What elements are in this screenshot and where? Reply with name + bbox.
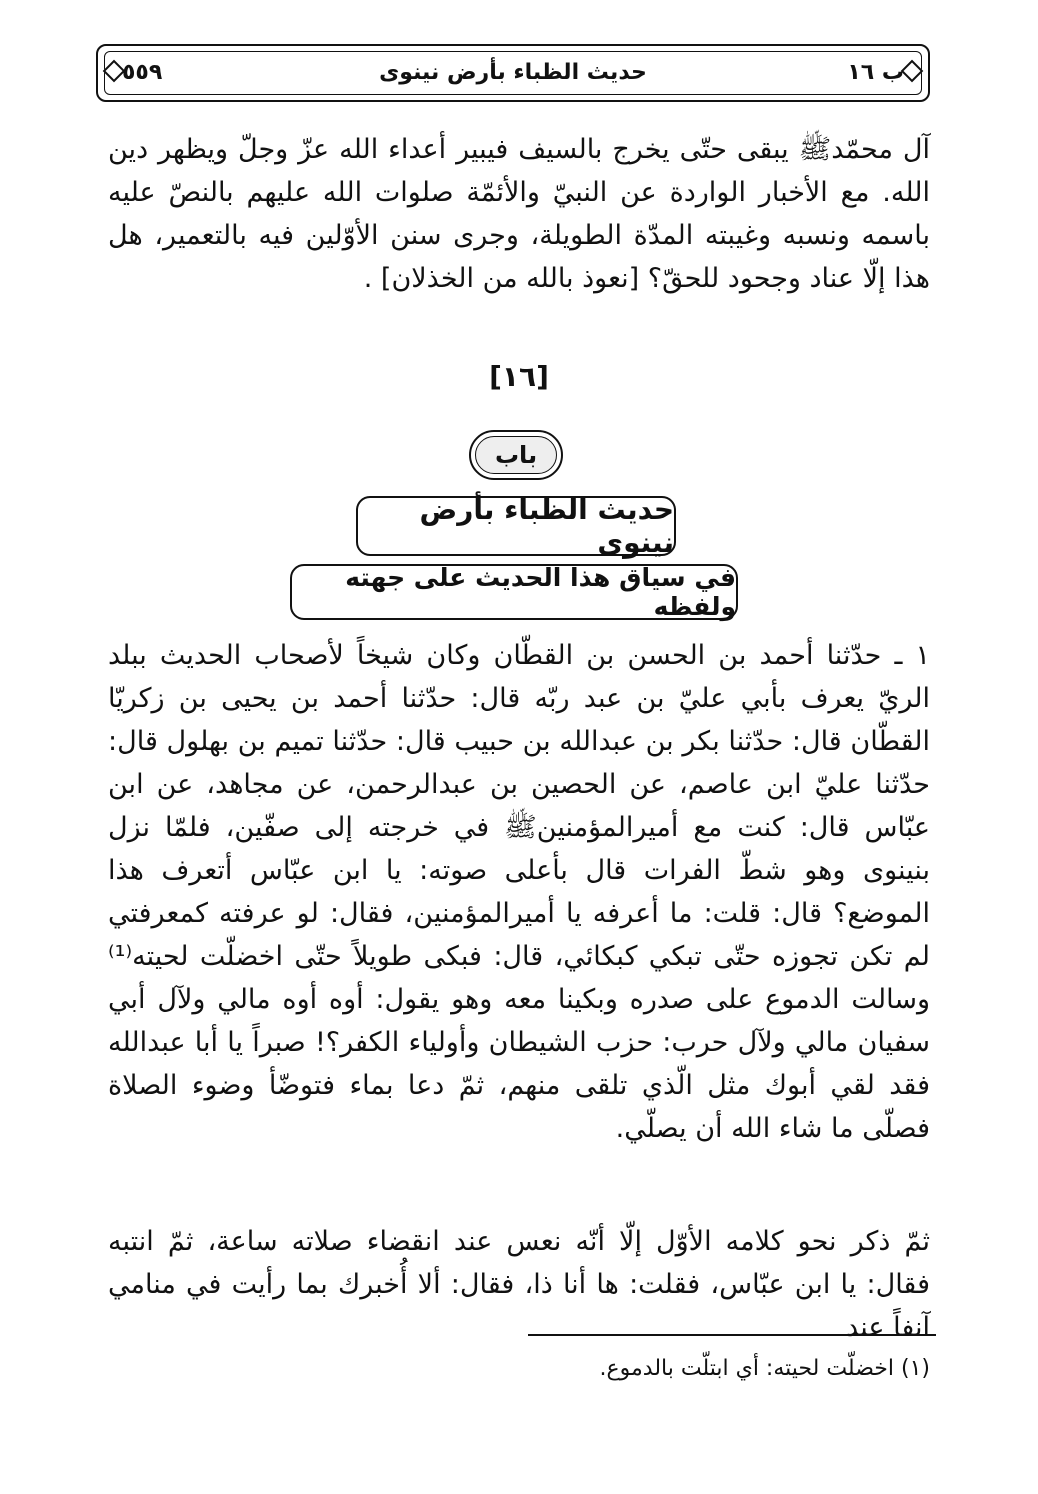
hadith-paragraph: ١ ـ حدّثنا أحمد بن الحسن بن القطّان وكان شيخاً لأصحاب الحديث ببلد الريّ يعرف بأبي عليّ بن عبد ربّه قال: حدّثنا أحمد بن يحيى بن زكريّا القطّان قال: حدّثنا بكر بن عبدالله بن حبيب قال: حدّثنا تميم بن بهلول قال: حدّثنا عليّ ابن عاصم، عن الحصين بن عبدالرحمن، عن مجاهد، عن ابن عبّاس قال: كنت مع أميرالمؤمنينﷺ في خرجته إلى صفّين، فلمّا نزل بنينوى وهو شطّ الفرات قال بأعلى صوته: يا ابن عبّاس أتعرف هذا الموضع؟ قال: قلت: ما أعرفه يا أميرالمؤمنين، فقال: لو عرفته كمعرفتي لم تكن تجوزه حتّى تبكي كبكائي، قال: فبكى طويلاً حتّى اخضلّت لحيته⁽¹⁾ وسالت الدموع على صدره وبكينا معه وهو يقول: أوه أوه مالي ولآل أبي سفيان مالي ولآل حرب: حزب الشيطان وأولياء الكفر؟! صبراً يا أبا عبدالله فقد لقي أبوك مثل الّذي تلقى منهم، ثمّ دعا بماء فتوضّأ وضوء الصلاة فصلّى ما شاء الله أن يصلّي. — [108, 640, 930, 1144]
page-header — [96, 44, 930, 102]
chapter-reference: ب ١٦ — [847, 60, 904, 85]
chapter-subtitle: في سياق هذا الحديث على جهته ولفظه — [290, 564, 738, 620]
bab-badge — [469, 430, 563, 480]
chapter-title: حديث الظباء بأرض نينوى — [356, 496, 676, 556]
continuation-paragraph: ثمّ ذكر نحو كلامه الأوّل إلّا أنّه نعس عند انقضاء صلاته ساعة، ثمّ انتبه فقال: يا ابن عبّاس، فقلت: ها أنا ذا، فقال: ألا أُخبرك بما رأيت في منامي آنفاً عند — [108, 1226, 930, 1343]
footnote: (١) اخضلّت لحيته: أي ابتلّت بالدموع. — [599, 1356, 930, 1381]
running-title: حديث الظباء بأرض نينوى — [379, 60, 647, 85]
bab-label: باب — [475, 436, 557, 474]
chapter-number: [١٦] — [489, 360, 549, 393]
footnote-divider — [528, 1334, 936, 1336]
top-paragraph: آل محمّدﷺ يبقى حتّى يخرج بالسيف فيبير أعداء الله عزّ وجلّ ويظهر دين الله. مع الأخبار الواردة عن النبيّ والأئمّة صلوات الله عليهم بالنصّ عليه باسمه ونسبه وغيبته المدّة الطويلة، وجرى سنن الأوّلين فيه بالتعمير، هل هذا إلّا عناد وجحود للحقّ؟ [نعوذ بالله من الخذلان] . — [108, 134, 930, 294]
page-number: ٥٥٩ — [122, 60, 163, 85]
